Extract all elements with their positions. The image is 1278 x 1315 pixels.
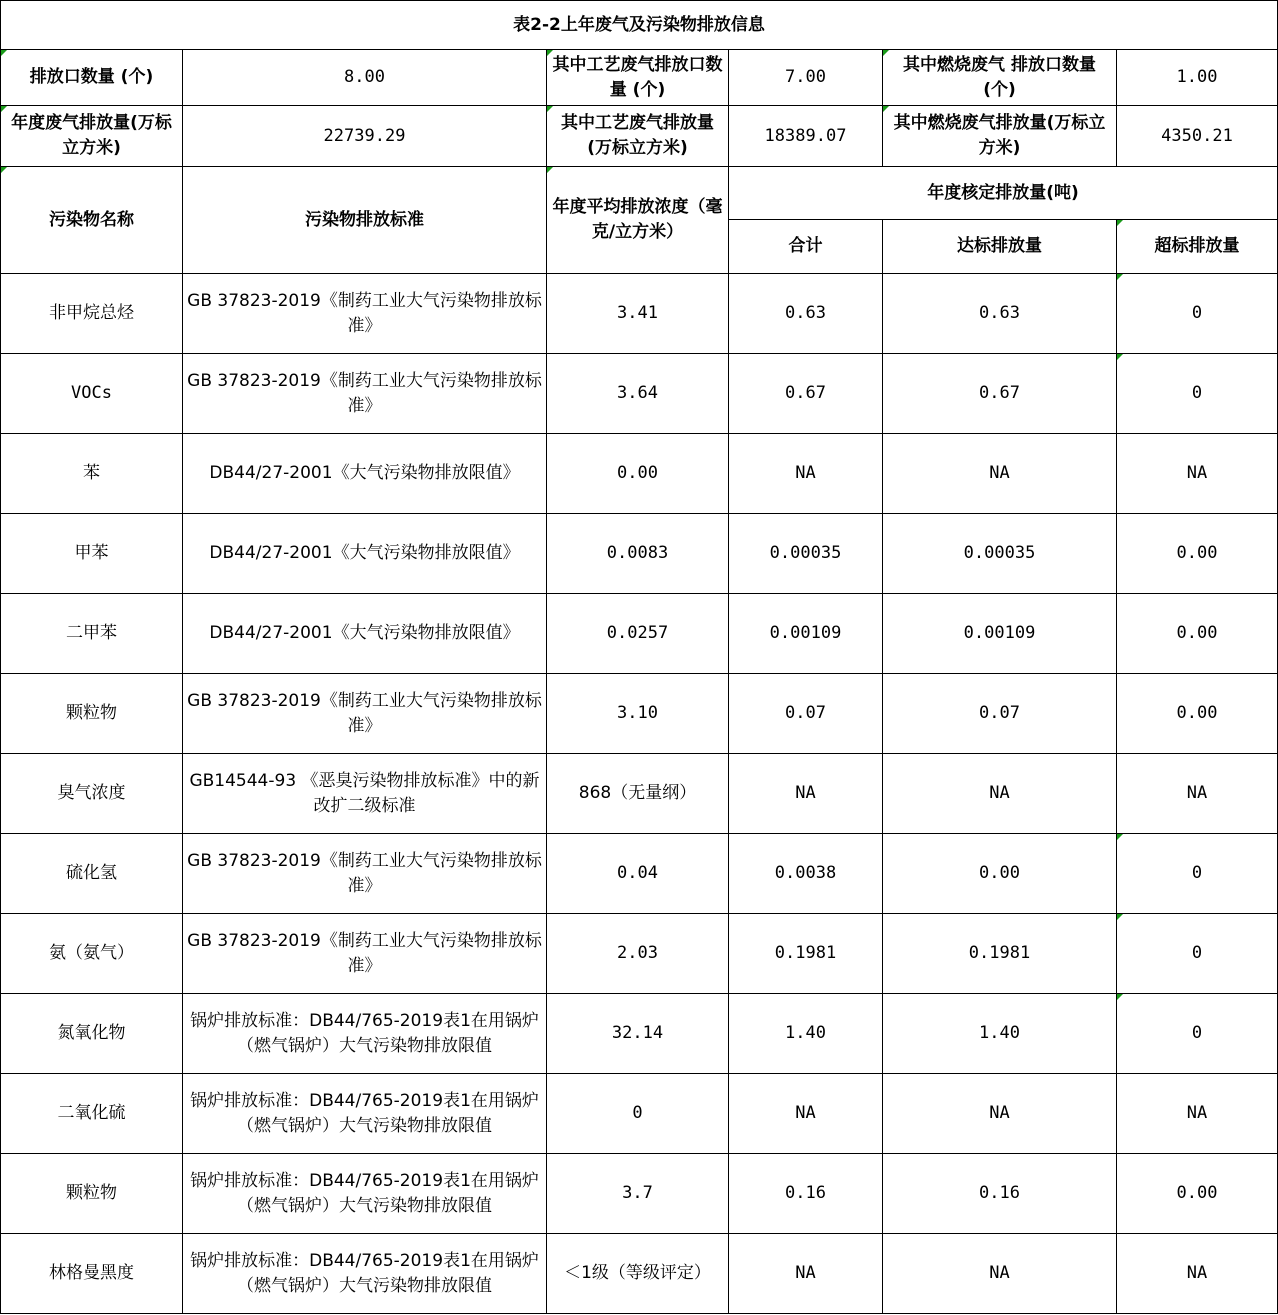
process-outlet-value: 7.00 bbox=[729, 50, 883, 106]
pollutant-name: 臭气浓度 bbox=[1, 754, 183, 834]
pollutant-compliant: 1.40 bbox=[883, 994, 1117, 1074]
pollutant-total: 0.67 bbox=[729, 354, 883, 434]
pollutant-exceed: NA bbox=[1117, 434, 1278, 514]
pollutant-compliant: NA bbox=[883, 1234, 1117, 1314]
table-row bbox=[1, 674, 1278, 754]
pollutant-concentration: 0.0257 bbox=[547, 594, 729, 674]
pollutant-standard: GB 37823-2019《制药工业大气污染物排放标准》 bbox=[183, 354, 547, 434]
pollutant-name: 二氧化硫 bbox=[1, 1074, 183, 1154]
pollutant-compliant: 0.16 bbox=[883, 1154, 1117, 1234]
table-row bbox=[1, 754, 1278, 834]
pollutant-name: 颗粒物 bbox=[1, 674, 183, 754]
pollutant-concentration: 0.0083 bbox=[547, 514, 729, 594]
pollutant-name: 氨（氨气） bbox=[1, 914, 183, 994]
process-volume-value: 18389.07 bbox=[729, 106, 883, 167]
header-exceed: 超标排放量 bbox=[1117, 220, 1278, 274]
pollutant-standard: DB44/27-2001《大气污染物排放限值》 bbox=[183, 594, 547, 674]
pollutant-compliant: 0.63 bbox=[883, 274, 1117, 354]
pollutant-exceed: 0.00 bbox=[1117, 674, 1278, 754]
pollutant-name: 甲苯 bbox=[1, 514, 183, 594]
header-row-1 bbox=[1, 167, 1278, 220]
header-approved: 年度核定排放量(吨) bbox=[729, 167, 1278, 220]
pollutant-total: 0.00035 bbox=[729, 514, 883, 594]
pollutant-concentration: 868（无量纲） bbox=[547, 754, 729, 834]
table-title: 表2-2上年废气及污染物排放信息 bbox=[1, 1, 1278, 50]
pollutant-concentration: 3.41 bbox=[547, 274, 729, 354]
pollutant-exceed: 0.00 bbox=[1117, 1154, 1278, 1234]
header-concentration: 年度平均排放浓度（毫克/立方米） bbox=[547, 167, 729, 274]
pollutant-standard: DB44/27-2001《大气污染物排放限值》 bbox=[183, 434, 547, 514]
pollutant-total: 0.0038 bbox=[729, 834, 883, 914]
pollutant-name: 硫化氢 bbox=[1, 834, 183, 914]
pollutant-exceed: NA bbox=[1117, 1234, 1278, 1314]
table-row bbox=[1, 1154, 1278, 1234]
pollutant-standard: GB 37823-2019《制药工业大气污染物排放标准》 bbox=[183, 674, 547, 754]
pollutant-total: 1.40 bbox=[729, 994, 883, 1074]
pollutant-concentration: 32.14 bbox=[547, 994, 729, 1074]
table-row bbox=[1, 1074, 1278, 1154]
process-volume-label: 其中工艺废气排放量 (万标立方米) bbox=[547, 106, 729, 167]
pollutant-compliant: NA bbox=[883, 434, 1117, 514]
pollutant-exceed: 0.00 bbox=[1117, 594, 1278, 674]
pollutant-compliant: 0.00109 bbox=[883, 594, 1117, 674]
annual-volume-label: 年度废气排放量(万标立方米) bbox=[1, 106, 183, 167]
header-compliant: 达标排放量 bbox=[883, 220, 1117, 274]
outlet-count-label: 排放口数量 (个) bbox=[1, 50, 183, 106]
combustion-volume-label: 其中燃烧废气排放量(万标立方米) bbox=[883, 106, 1117, 167]
pollutant-concentration: 0 bbox=[547, 1074, 729, 1154]
pollutant-name: 非甲烷总烃 bbox=[1, 274, 183, 354]
table-row bbox=[1, 514, 1278, 594]
pollutant-name: 二甲苯 bbox=[1, 594, 183, 674]
table-row bbox=[1, 834, 1278, 914]
pollutant-compliant: 0.67 bbox=[883, 354, 1117, 434]
combustion-volume-value: 4350.21 bbox=[1117, 106, 1278, 167]
process-outlet-label: 其中工艺废气排放口数量 (个) bbox=[547, 50, 729, 106]
pollutant-name: 林格曼黑度 bbox=[1, 1234, 183, 1314]
table-row bbox=[1, 274, 1278, 354]
pollutant-total: 0.63 bbox=[729, 274, 883, 354]
pollutant-standard: GB 37823-2019《制药工业大气污染物排放标准》 bbox=[183, 834, 547, 914]
table-row bbox=[1, 594, 1278, 674]
pollutant-compliant: 0.00035 bbox=[883, 514, 1117, 594]
pollutant-compliant: 0.00 bbox=[883, 834, 1117, 914]
table-row bbox=[1, 994, 1278, 1074]
outlet-count-value: 8.00 bbox=[183, 50, 547, 106]
pollutant-standard: 锅炉排放标准：DB44/765-2019表1在用锅炉（燃气锅炉）大气污染物排放限值 bbox=[183, 1074, 547, 1154]
pollutant-total: 0.16 bbox=[729, 1154, 883, 1234]
header-pollutant: 污染物名称 bbox=[1, 167, 183, 274]
pollutant-exceed: 0 bbox=[1117, 994, 1278, 1074]
pollutant-standard: 锅炉排放标准：DB44/765-2019表1在用锅炉（燃气锅炉）大气污染物排放限值 bbox=[183, 1234, 547, 1314]
pollutant-standard: 锅炉排放标准：DB44/765-2019表1在用锅炉（燃气锅炉）大气污染物排放限值 bbox=[183, 994, 547, 1074]
pollutant-concentration: 0.00 bbox=[547, 434, 729, 514]
combustion-outlet-value: 1.00 bbox=[1117, 50, 1278, 106]
pollutant-exceed: 0 bbox=[1117, 274, 1278, 354]
pollutant-name: VOCs bbox=[1, 354, 183, 434]
table-row bbox=[1, 354, 1278, 434]
pollutant-concentration: 0.04 bbox=[547, 834, 729, 914]
title-row bbox=[1, 1, 1278, 50]
header-standard: 污染物排放标准 bbox=[183, 167, 547, 274]
pollutant-exceed: 0.00 bbox=[1117, 514, 1278, 594]
pollutant-standard: GB14544-93 《恶臭污染物排放标准》中的新改扩二级标准 bbox=[183, 754, 547, 834]
volume-row bbox=[1, 106, 1278, 167]
pollutant-exceed: 0 bbox=[1117, 834, 1278, 914]
annual-volume-value: 22739.29 bbox=[183, 106, 547, 167]
header-total: 合计 bbox=[729, 220, 883, 274]
pollutant-total: NA bbox=[729, 1074, 883, 1154]
pollutant-name: 苯 bbox=[1, 434, 183, 514]
combustion-outlet-label: 其中燃烧废气 排放口数量(个) bbox=[883, 50, 1117, 106]
pollutant-compliant: 0.07 bbox=[883, 674, 1117, 754]
table-row bbox=[1, 914, 1278, 994]
pollutant-compliant: NA bbox=[883, 1074, 1117, 1154]
pollutant-compliant: NA bbox=[883, 754, 1117, 834]
pollutant-name: 颗粒物 bbox=[1, 1154, 183, 1234]
pollutant-name: 氮氧化物 bbox=[1, 994, 183, 1074]
pollutant-concentration: 2.03 bbox=[547, 914, 729, 994]
pollutant-exceed: NA bbox=[1117, 754, 1278, 834]
pollutant-standard: 锅炉排放标准：DB44/765-2019表1在用锅炉（燃气锅炉）大气污染物排放限值 bbox=[183, 1154, 547, 1234]
pollutant-standard: GB 37823-2019《制药工业大气污染物排放标准》 bbox=[183, 274, 547, 354]
pollutant-concentration: ＜1级（等级评定） bbox=[547, 1234, 729, 1314]
pollutant-standard: GB 37823-2019《制药工业大气污染物排放标准》 bbox=[183, 914, 547, 994]
table-body bbox=[1, 1, 1278, 1314]
pollutant-concentration: 3.10 bbox=[547, 674, 729, 754]
pollutant-concentration: 3.64 bbox=[547, 354, 729, 434]
pollutant-total: NA bbox=[729, 1234, 883, 1314]
pollutant-total: 0.1981 bbox=[729, 914, 883, 994]
pollutant-exceed: 0 bbox=[1117, 914, 1278, 994]
table-row bbox=[1, 434, 1278, 514]
pollutant-total: NA bbox=[729, 754, 883, 834]
pollutant-exceed: 0 bbox=[1117, 354, 1278, 434]
table-row bbox=[1, 1234, 1278, 1314]
pollutant-standard: DB44/27-2001《大气污染物排放限值》 bbox=[183, 514, 547, 594]
pollutant-total: 0.07 bbox=[729, 674, 883, 754]
pollutant-concentration: 3.7 bbox=[547, 1154, 729, 1234]
pollutant-total: NA bbox=[729, 434, 883, 514]
outlet-count-row bbox=[1, 50, 1278, 106]
pollutant-compliant: 0.1981 bbox=[883, 914, 1117, 994]
pollutant-exceed: NA bbox=[1117, 1074, 1278, 1154]
pollutant-total: 0.00109 bbox=[729, 594, 883, 674]
